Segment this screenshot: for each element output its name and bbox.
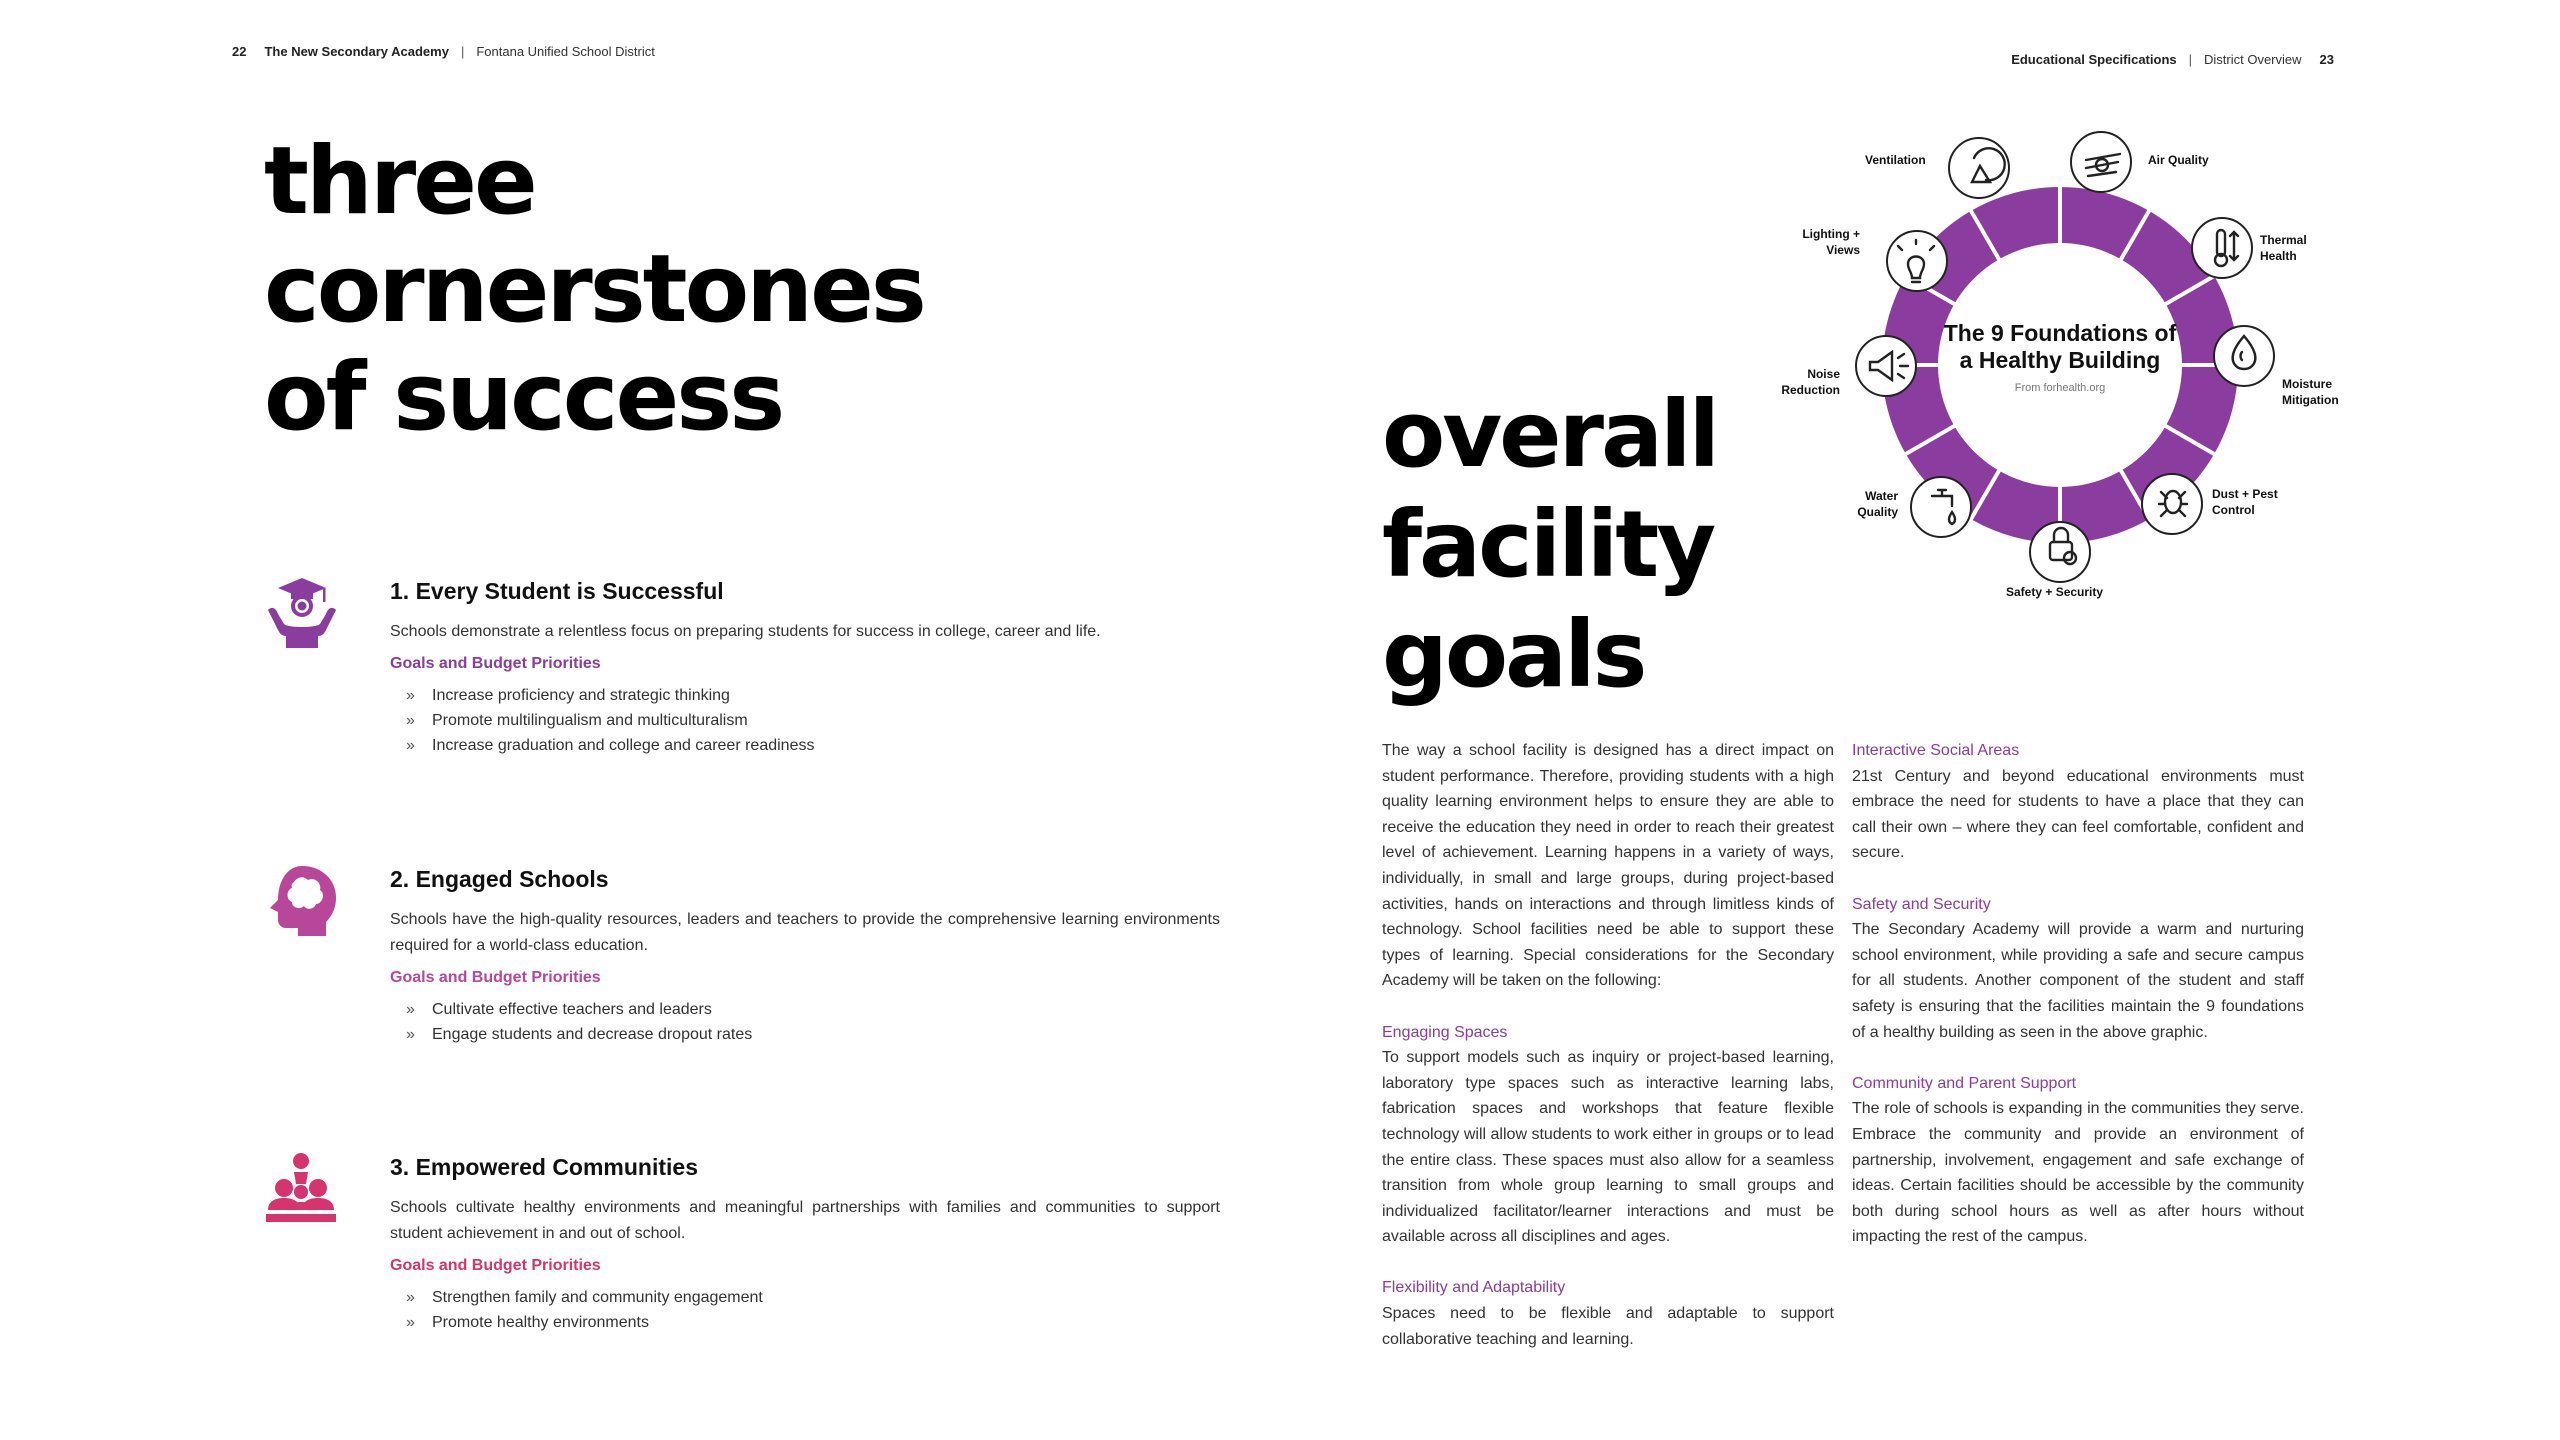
subheading-engaging-spaces: Engaging Spaces	[1382, 1023, 1508, 1041]
left-header-title: The New Secondary Academy	[264, 44, 449, 59]
lightbulb-icon	[1898, 240, 1934, 282]
facility-goals-heading	[1382, 380, 1717, 710]
label-ventilation: Ventilation	[1865, 153, 1926, 167]
social-areas-text: 21st Century and beyond educational environments must embrace the need for students to have a place that they can call their own – where they can feel comfortable, confident and secure.	[1852, 767, 2304, 862]
heading-line: three	[264, 127, 535, 236]
left-page-number: 22	[232, 44, 247, 59]
subheading-social-areas: Interactive Social Areas	[1852, 742, 2020, 759]
subheading-safety: Safety and Security	[1852, 895, 1991, 913]
community-icon	[264, 1152, 338, 1226]
heading-line: facility	[1382, 491, 1714, 598]
facility-text-column-1	[1382, 738, 1834, 1352]
label-lighting-views: Lighting + Views	[1802, 227, 1860, 257]
graduate-icon	[264, 576, 338, 650]
list-item: » Promote healthy environments	[406, 1314, 649, 1331]
cornerstones-heading	[264, 128, 924, 452]
label-noise-reduction: Noise Reduction	[1781, 367, 1840, 397]
left-running-header	[232, 44, 655, 59]
label-safety-security: Safety + Security	[2006, 585, 2104, 599]
flexibility-text: Spaces need to be flexible and adaptable to support collaborative teaching and learning.	[1382, 1305, 1834, 1348]
priorities-list	[390, 997, 1220, 1047]
faucet-icon	[1932, 490, 1955, 524]
intro-paragraph: The way a school facility is designed has a direct impact on student performance. Therefore, providing students with a high quality learning environment helps to ensure they are able to receive the education they need in order to reach their greatest level of achievement. Learning happens in a variety of ways, individually, in small and large groups, during project-based activities, hands on interactions and through limitless kinds of technology. School facilities need be able to support these types of learning. Special considerations for the Secondary Academy will be taken on the following:	[1382, 742, 1834, 990]
goals-label: Goals and Budget Priorities	[390, 969, 601, 986]
heading-line: goals	[1382, 601, 1645, 708]
cornerstone-title: 1. Every Student is Successful	[390, 578, 724, 604]
head-thought-icon	[264, 864, 338, 938]
thermometer-icon	[2215, 230, 2238, 266]
list-item: » Increase graduation and college and career readiness	[406, 737, 815, 754]
cornerstone-title: 2. Engaged Schools	[390, 866, 609, 892]
label-moisture-mitigation: Moisture Mitigation	[2282, 377, 2339, 407]
label-water-quality: Water Quality	[1857, 489, 1898, 519]
list-item: » Promote multilingualism and multiculturalism	[406, 712, 748, 729]
heading-line: cornerstones	[264, 235, 924, 344]
cornerstone-description: Schools demonstrate a relentless focus on preparing students for success in college, career and life.	[390, 623, 1101, 640]
label-thermal-health: Thermal Health	[2260, 233, 2307, 263]
label-air-quality: Air Quality	[2148, 153, 2209, 167]
diagram-title: The 9 Foundations of a Healthy Building	[1943, 320, 2177, 373]
healthy-building-diagram	[1720, 110, 2400, 610]
priorities-list	[390, 1285, 1220, 1335]
right-header-section: Educational Specifications	[2011, 52, 2177, 67]
priorities-list	[390, 683, 1220, 758]
subheading-community: Community and Parent Support	[1852, 1074, 2077, 1092]
label-dust-pest: Dust + Pest Control	[2212, 487, 2278, 517]
cornerstone-description: Schools cultivate healthy environments and meaningful partnerships with families and communities to support student achievement in and out of school.	[390, 1199, 1220, 1242]
ventilation-icon	[1972, 148, 2005, 182]
safety-text: The Secondary Academy will provide a warm and nurturing school environment, while providing a safe and secure campus for all students. Another component of the student and staff safety is ensuring that the facilities maintain the 9 foundations of a healthy building as seen in the above graphic.	[1852, 921, 2304, 1041]
heading-line: of success	[264, 343, 783, 452]
subheading-flexibility: Flexibility and Adaptability	[1382, 1279, 1566, 1297]
megaphone-icon	[1870, 352, 1908, 380]
goals-label: Goals and Budget Priorities	[390, 655, 601, 672]
air-quality-icon	[2086, 154, 2120, 176]
right-header-separator: |	[2188, 52, 2193, 67]
list-item: » Strengthen family and community engagement	[406, 1289, 763, 1306]
right-header-subsection: District Overview	[2204, 52, 2302, 67]
right-running-header	[2011, 52, 2334, 67]
left-header-separator: |	[460, 44, 465, 59]
right-page-number: 23	[2319, 52, 2334, 67]
community-text: The role of schools is expanding in the communities they serve. Embrace the community and provide an environment of partnership, involvement, engagement and safe exchange of ideas. Certain facilities should be accessible by the community both during school hours as well as after hours without impacting the rest of the campus.	[1852, 1100, 2304, 1246]
cornerstone-title: 3. Empowered Communities	[390, 1154, 699, 1180]
goals-label: Goals and Budget Priorities	[390, 1257, 601, 1274]
facility-text-column-2	[1852, 738, 2304, 1250]
water-drop-icon	[2233, 336, 2256, 369]
list-item: » Cultivate effective teachers and leaders	[406, 1001, 712, 1018]
heading-line: overall	[1382, 381, 1718, 488]
list-item: » Increase proficiency and strategic thinking	[406, 687, 730, 704]
left-header-district: Fontana Unified School District	[476, 44, 655, 59]
diagram-source: From forhealth.org	[2014, 382, 2106, 394]
engaging-spaces-text: To support models such as inquiry or project-based learning, laboratory type spaces such as interactive learning labs, fabrication spaces and workshops that feature flexible technology will allow students to work either in groups or to lead the entire class. These spaces must also allow for a seamless transition from whole group learning to small groups and individualized facilitator/learner interactions and must be available across all disciplines and ages.	[1382, 1049, 1834, 1246]
pest-icon	[2159, 491, 2187, 516]
cornerstone-description: Schools have the high-quality resources, leaders and teachers to provide the comprehensive learning environments required for a world-class education.	[390, 911, 1220, 954]
lock-icon	[2050, 528, 2076, 564]
list-item: » Engage students and decrease dropout rates	[406, 1026, 753, 1043]
